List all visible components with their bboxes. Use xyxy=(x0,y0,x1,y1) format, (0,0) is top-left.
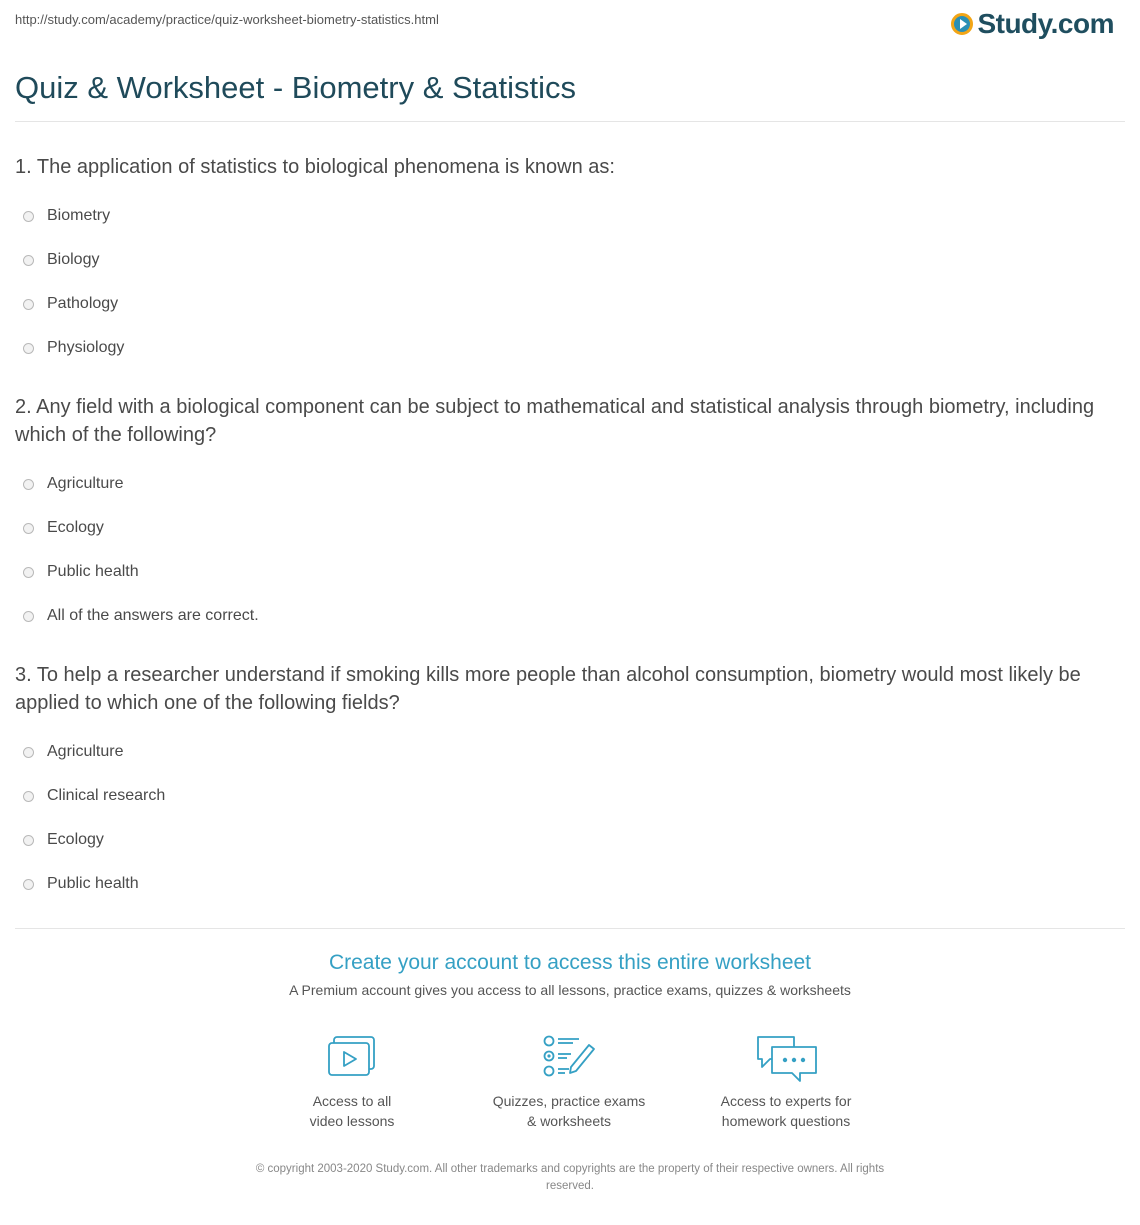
question-1 xyxy=(15,153,1125,370)
answer-options xyxy=(15,194,1125,370)
feature-label-line: Access to experts for xyxy=(720,1093,852,1109)
radio-button[interactable] xyxy=(23,299,34,310)
option-label: Agriculture xyxy=(47,743,124,760)
answer-option[interactable] xyxy=(15,194,1125,238)
option-label: Agriculture xyxy=(47,475,124,492)
question-text: 2. Any field with a biological component can be subject to mathematical and statistical analysis through biometry, including which of the following? xyxy=(15,396,1095,446)
radio-button[interactable] xyxy=(23,879,34,890)
play-logo-icon xyxy=(951,13,973,35)
answer-option[interactable] xyxy=(15,774,1125,818)
footer-line: © copyright 2003-2020 Study.com. All other trademarks and copyrights are the property of their respective owners. All rights xyxy=(255,1163,885,1175)
answer-option[interactable] xyxy=(15,506,1125,550)
radio-button[interactable] xyxy=(23,611,34,622)
radio-button[interactable] xyxy=(23,523,34,534)
chat-bubbles-icon xyxy=(754,1035,818,1085)
quiz-checklist-icon xyxy=(541,1035,597,1079)
option-label: Biometry xyxy=(47,207,111,224)
question-text: 1. The application of statistics to biological phenomena is known as: xyxy=(15,156,615,178)
radio-button[interactable] xyxy=(23,479,34,490)
page-title: Quiz & Worksheet - Biometry & Statistics xyxy=(15,70,577,105)
answer-option[interactable] xyxy=(15,594,1125,638)
answer-options xyxy=(15,462,1125,638)
cta-divider xyxy=(15,928,1125,929)
radio-button[interactable] xyxy=(23,791,34,802)
feature-experts xyxy=(676,1035,896,1131)
answer-option[interactable] xyxy=(15,818,1125,862)
logo-text: Study.com xyxy=(977,8,1114,39)
option-label: Pathology xyxy=(47,295,119,312)
study-logo[interactable] xyxy=(951,8,1114,40)
answer-option[interactable] xyxy=(15,462,1125,506)
radio-button[interactable] xyxy=(23,343,34,354)
option-label: All of the answers are correct. xyxy=(47,607,259,624)
option-label: Public health xyxy=(47,563,139,580)
footer-line: reserved. xyxy=(546,1180,594,1192)
question-2 xyxy=(15,393,1125,638)
feature-label-line: homework questions xyxy=(721,1113,851,1129)
option-label: Ecology xyxy=(47,831,104,848)
option-label: Ecology xyxy=(47,519,104,536)
feature-label-line: & worksheets xyxy=(526,1113,612,1129)
page-url: http://study.com/academy/practice/quiz-worksheet-biometry-statistics.html xyxy=(15,12,439,27)
answer-option[interactable] xyxy=(15,730,1125,774)
feature-video-lessons xyxy=(242,1035,462,1131)
radio-button[interactable] xyxy=(23,211,34,222)
answer-option[interactable] xyxy=(15,326,1125,370)
feature-label-line: Quizzes, practice exams xyxy=(492,1093,646,1109)
answer-option[interactable] xyxy=(15,862,1125,906)
question-3 xyxy=(15,661,1125,906)
cta-subtitle: A Premium account gives you access to all lessons, practice exams, quizzes & worksheets xyxy=(289,982,851,998)
feature-label-line: Access to all xyxy=(312,1093,392,1109)
answer-option[interactable] xyxy=(15,550,1125,594)
copyright-footer xyxy=(210,1161,930,1195)
feature-quizzes xyxy=(459,1035,679,1131)
option-label: Physiology xyxy=(47,339,125,356)
answer-option[interactable] xyxy=(15,282,1125,326)
option-label: Biology xyxy=(47,251,100,268)
answer-option[interactable] xyxy=(15,238,1125,282)
question-text: 3. To help a researcher understand if smoking kills more people than alcohol consumption, biometry would most likely be applied to which one of the following fields? xyxy=(15,664,1081,714)
radio-button[interactable] xyxy=(23,835,34,846)
answer-options xyxy=(15,730,1125,906)
feature-label-line: video lessons xyxy=(309,1113,395,1129)
radio-button[interactable] xyxy=(23,255,34,266)
video-lessons-icon xyxy=(326,1035,378,1079)
option-label: Clinical research xyxy=(47,787,166,804)
cta-title[interactable]: Create your account to access this entire worksheet xyxy=(328,951,812,974)
top-bar xyxy=(0,0,1140,50)
radio-button[interactable] xyxy=(23,747,34,758)
radio-button[interactable] xyxy=(23,567,34,578)
title-divider xyxy=(15,121,1125,122)
option-label: Public health xyxy=(47,875,139,892)
